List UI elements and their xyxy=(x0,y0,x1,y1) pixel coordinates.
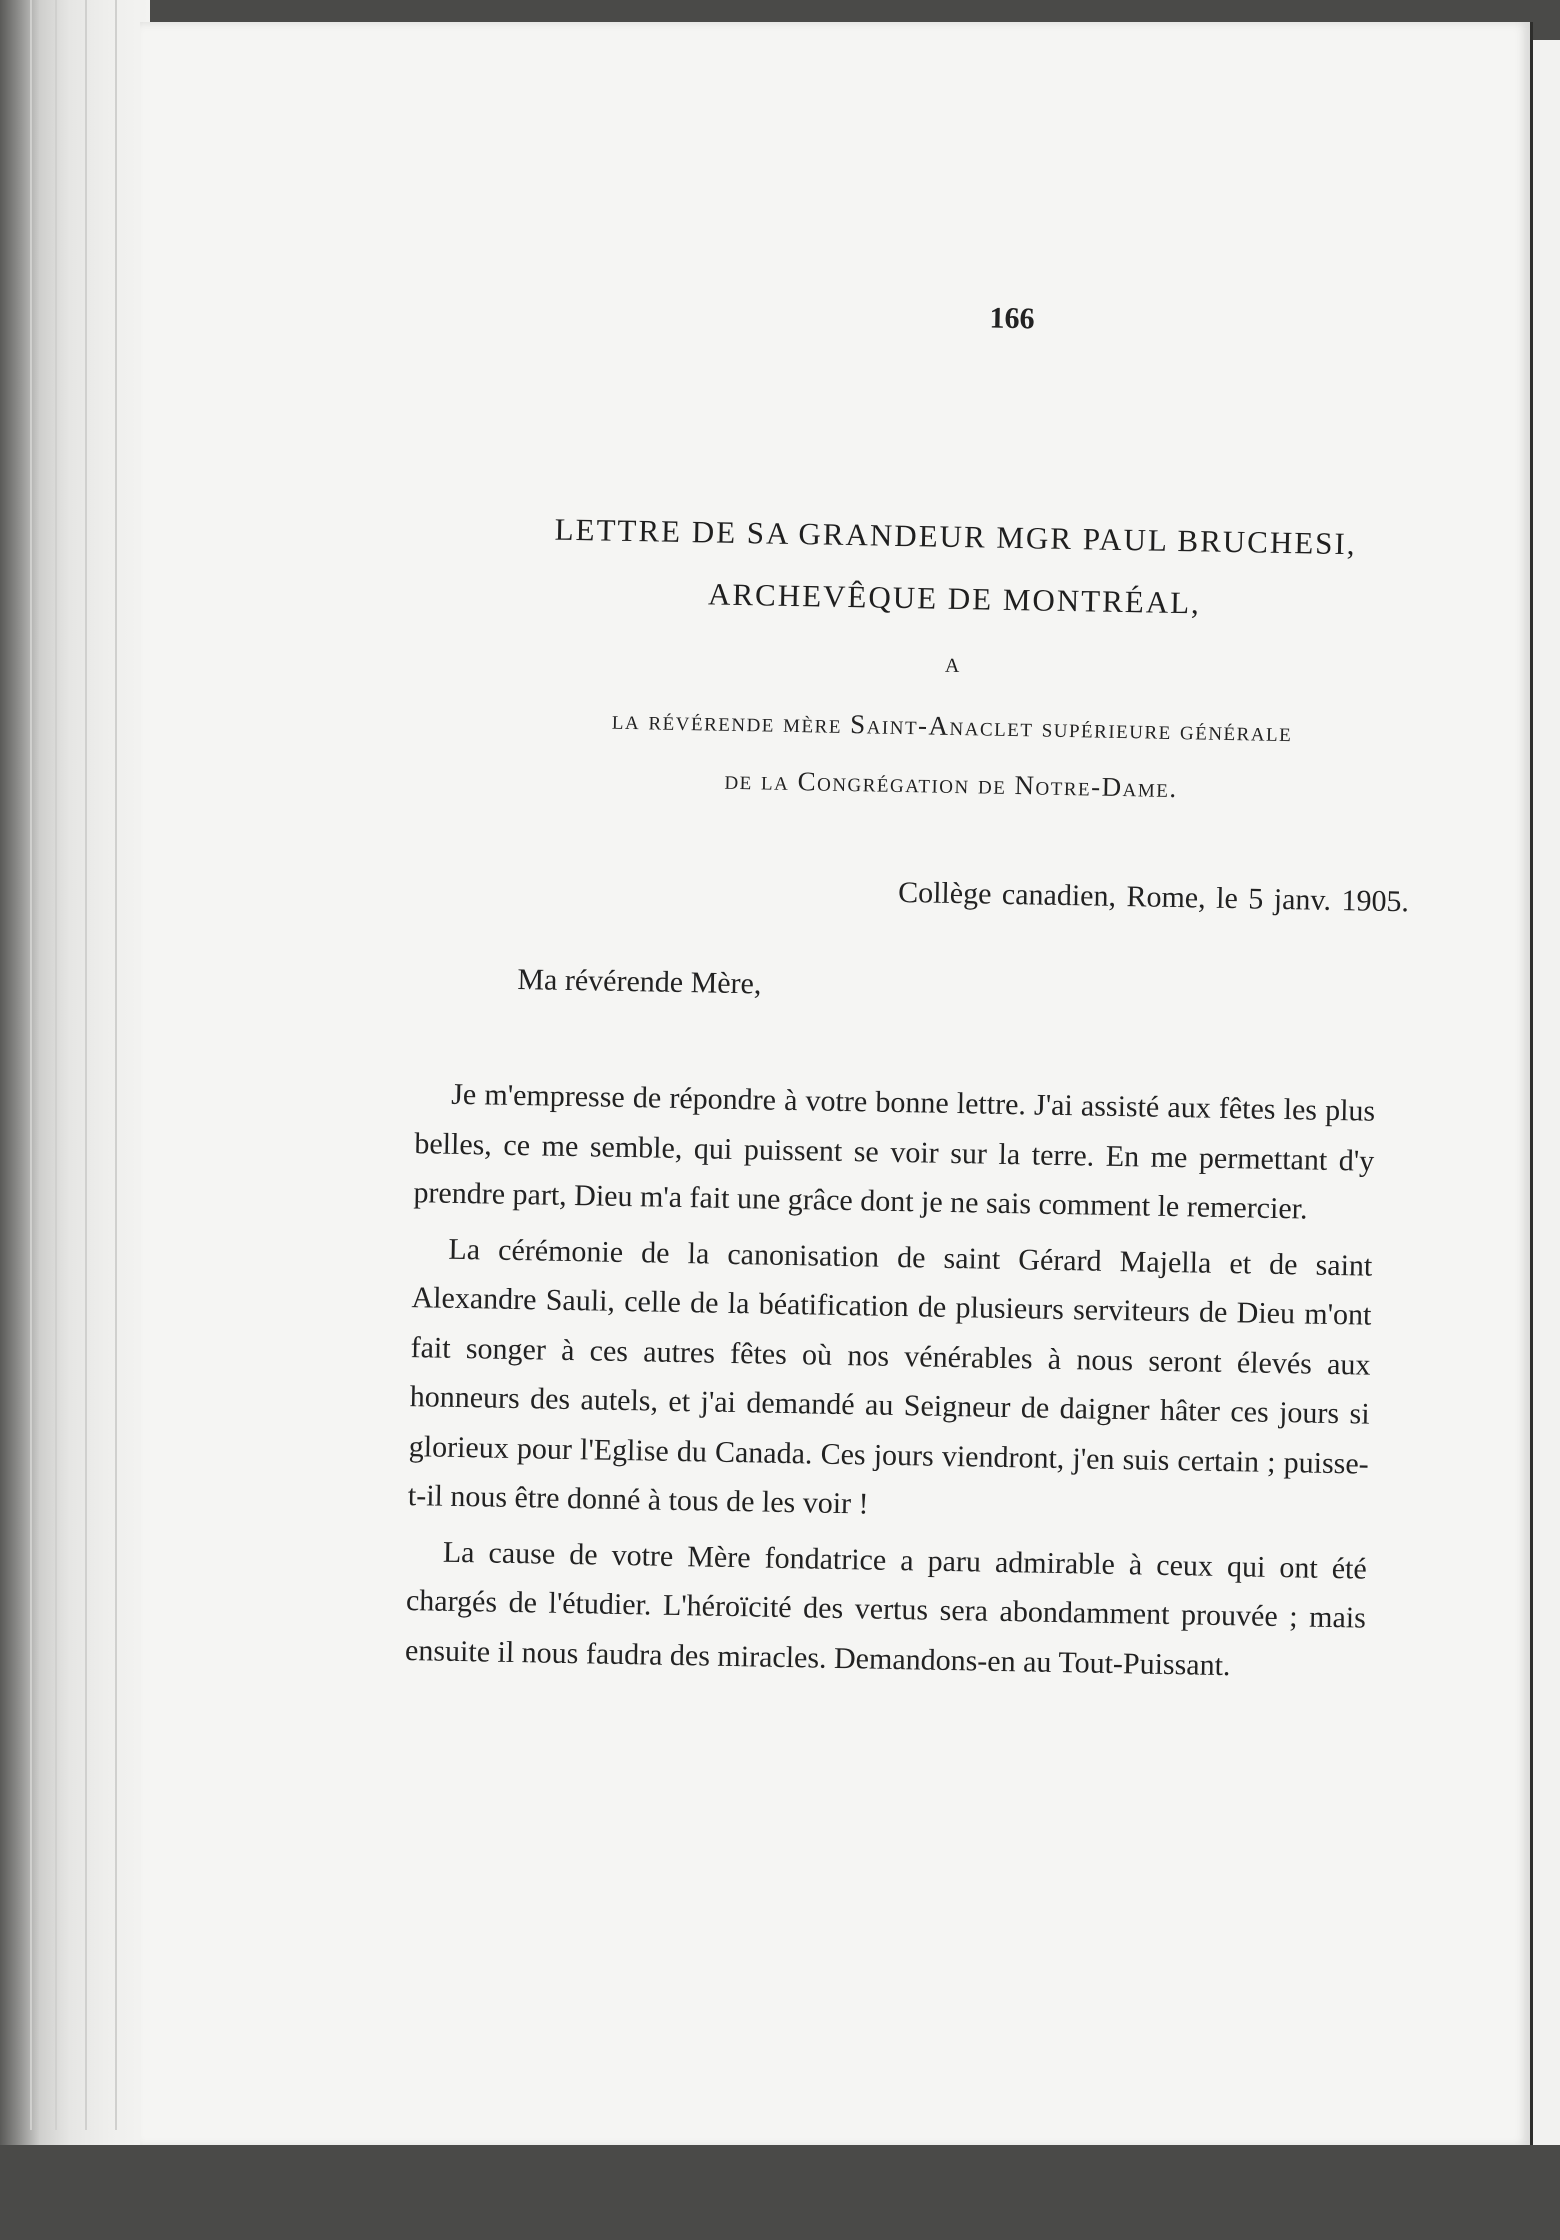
page-number: 166 xyxy=(989,301,1035,336)
addressee-line-1: la révérende mère Saint-Anaclet supérieure générale xyxy=(611,704,1293,748)
page-content xyxy=(404,292,1450,1682)
letter-title-line-2: ARCHEVÊQUE DE MONTRÉAL, xyxy=(707,576,1202,621)
page-edge-line xyxy=(30,0,32,2130)
paragraph: La cause de votre Mère fondatrice a paru admirable à ceux qui ont été chargés de l'étudier. L'héroïcité des vertus sera abondamment prouvée ; mais ensuite il nous faudra des miracles. Demandons-en au Tout-Puissant. xyxy=(404,1535,1368,1682)
place-date-line: Collège canadien, Rome, le 5 janv. 1905. xyxy=(897,875,1410,919)
paragraph: La cérémonie de la canonisation de saint Gérard Majella et de saint Alexandre Sauli, celle de la béatification de plusieurs serviteurs de Dieu m'ont fait songer à ces autres fêtes où nos vénérables à nous seront élevés aux honneurs des autels, et j'ai demandé au Seigneur de daigner hâter ces jours si glorieux pour l'Eglise du Canada. Ces jours viendront, j'en suis certain ; puisse-t-il nous être donné à tous de les voir ! xyxy=(407,1232,1373,1521)
page-edge-line xyxy=(115,0,117,2130)
scan-background xyxy=(0,2145,1560,2240)
addressee-line-2: de la Congrégation de Notre-Dame. xyxy=(724,764,1178,804)
page-edge-line xyxy=(85,0,87,2130)
page-stack-left xyxy=(0,0,150,2150)
paragraph: Je m'empresse de répondre à votre bonne lettre. J'ai assisté aux fêtes les plus belles, ce me semble, qui puissent se voir sur la terre. En me permettant d'y prendre part, Dieu m'a fait une grâce dont je ne sais comment le remercier. xyxy=(413,1077,1376,1226)
letter-title-line-1: LETTRE DE SA GRANDEUR MGR PAUL BRUCHESI, xyxy=(554,511,1357,562)
salutation: Ma révérende Mère, xyxy=(517,962,762,1001)
book-page xyxy=(140,22,1533,2147)
letter-body xyxy=(405,1069,1376,1698)
letter-title-line-3: A xyxy=(944,654,962,678)
page-edge-line xyxy=(55,0,57,2130)
